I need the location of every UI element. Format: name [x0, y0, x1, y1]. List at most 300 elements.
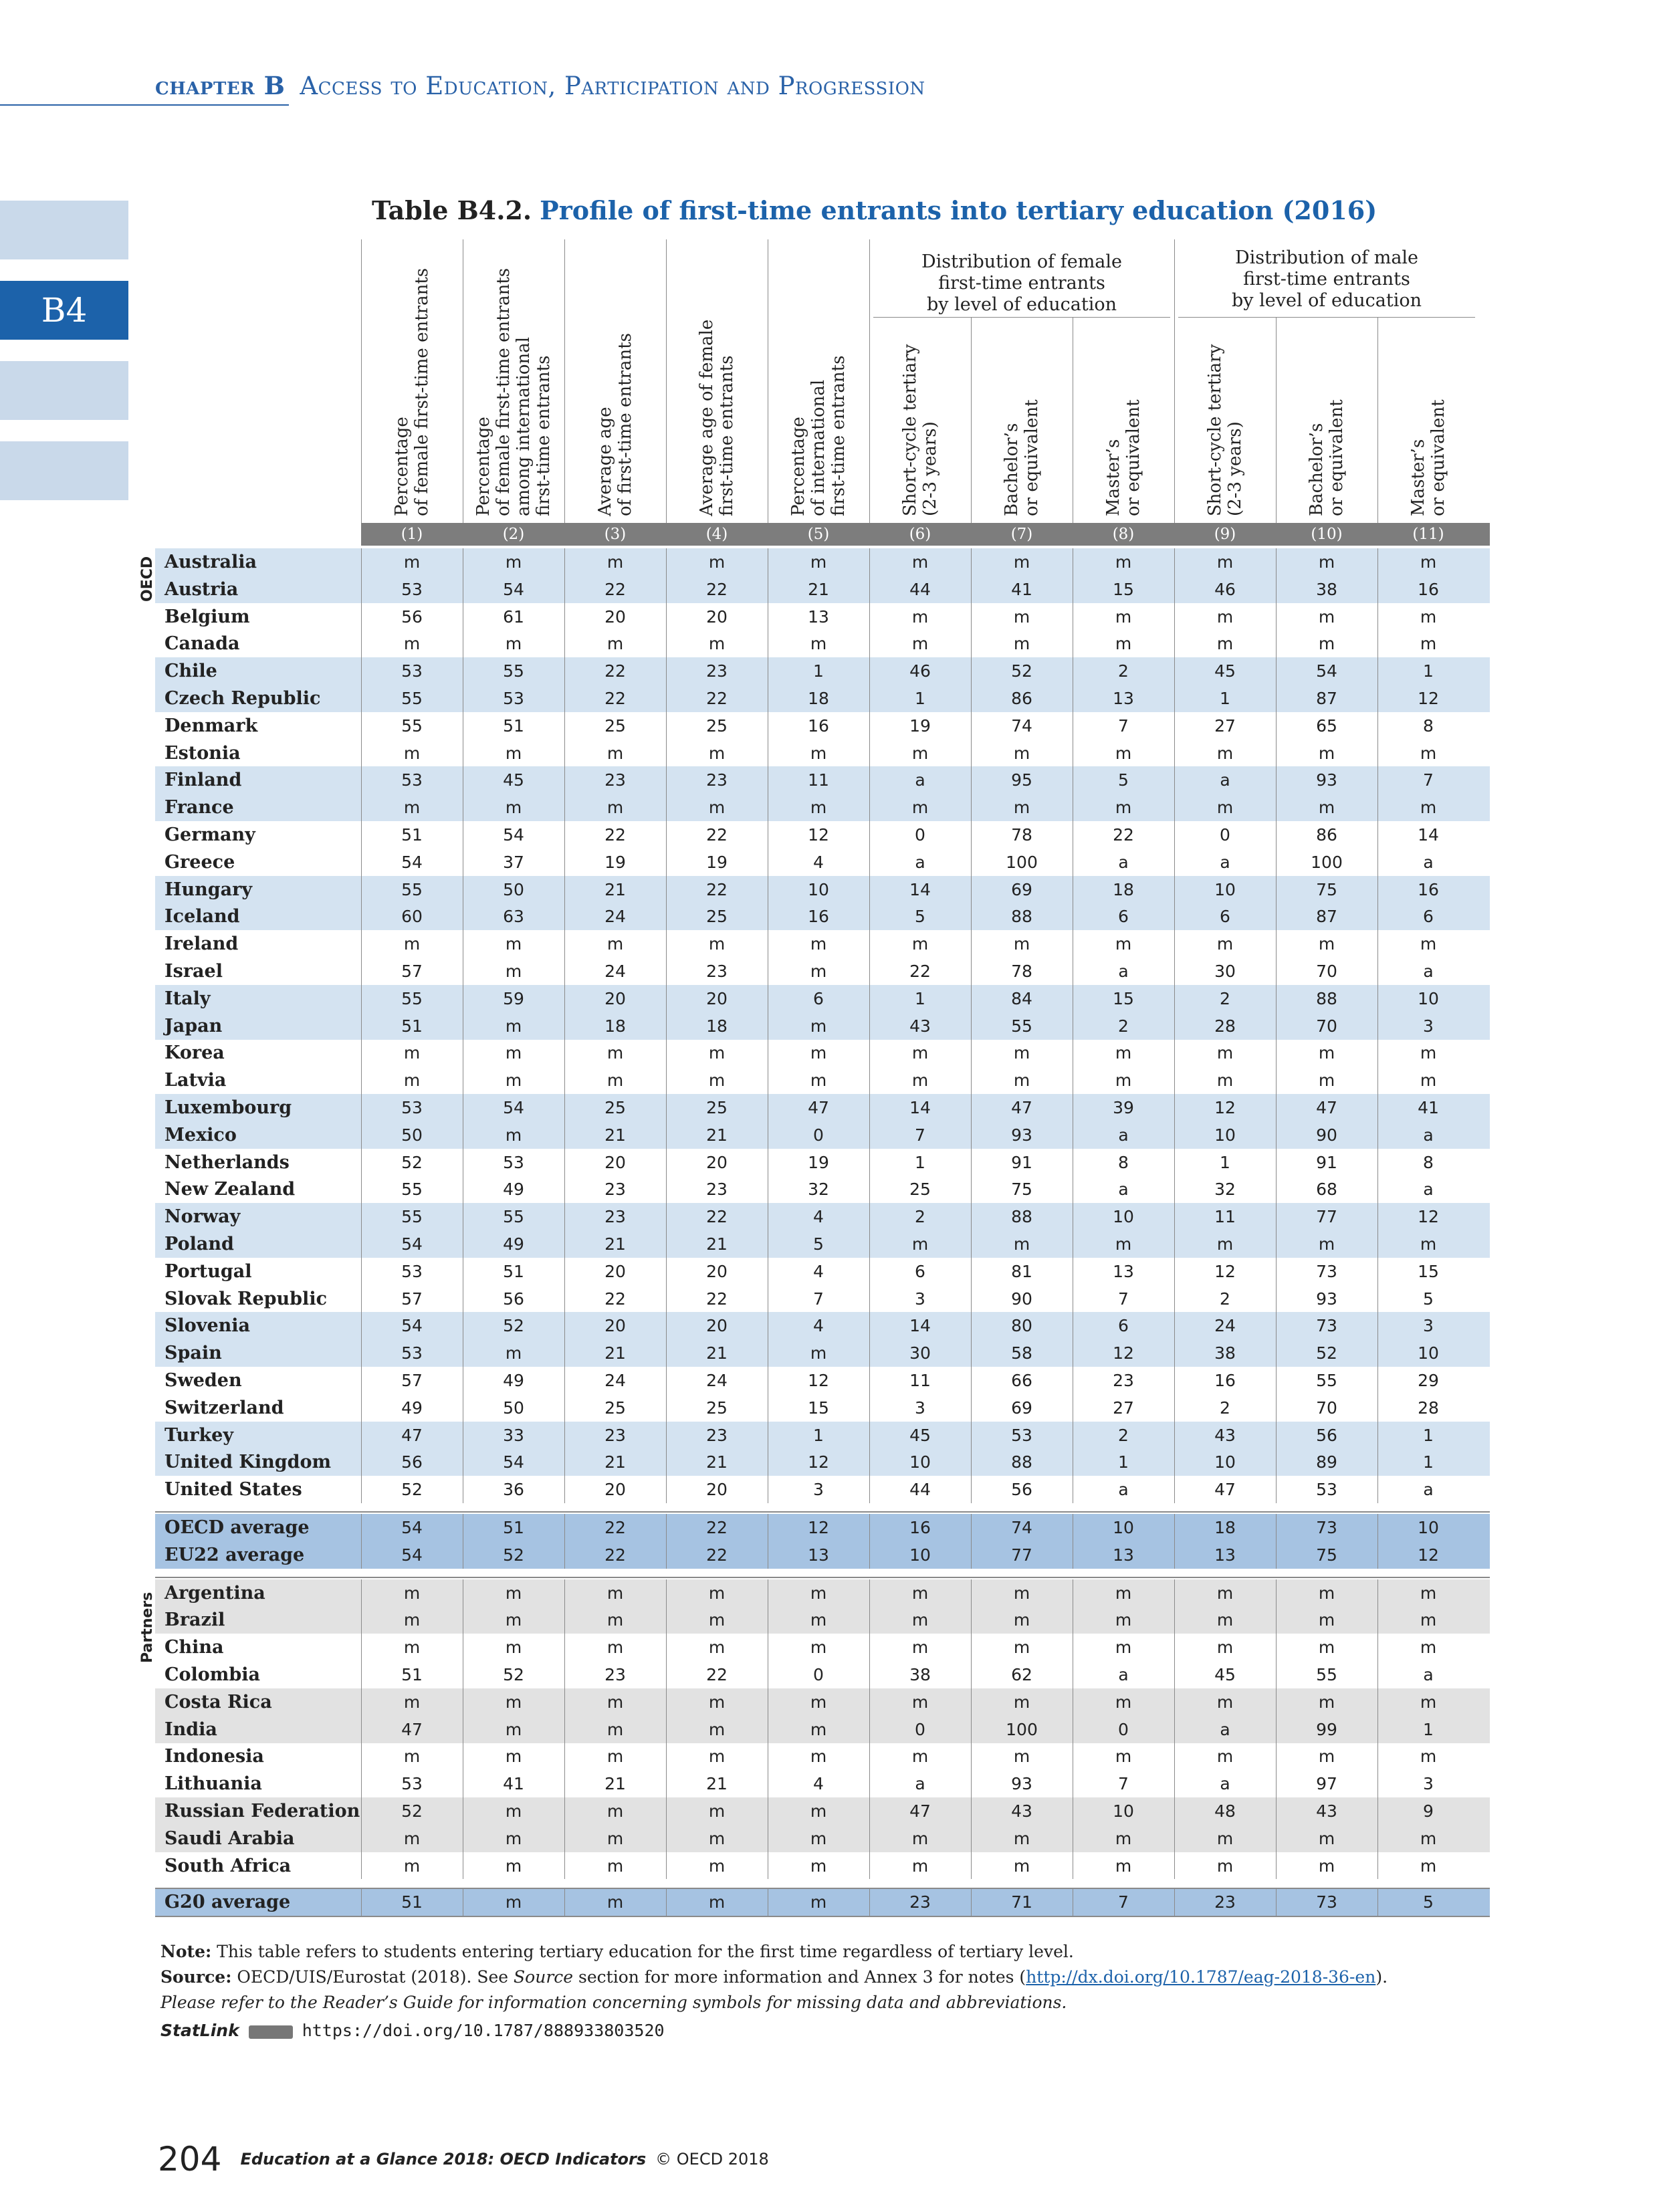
- country-name: Israel: [164, 961, 223, 982]
- table-cell: 22: [604, 1545, 626, 1565]
- table-cell: m: [1013, 1234, 1030, 1254]
- statlink-url[interactable]: https://doi.org/10.1787/888933803520: [302, 2021, 665, 2040]
- table-cell: m: [1013, 1043, 1030, 1063]
- table-cell: 71: [1011, 1892, 1032, 1912]
- table-cell: 52: [1011, 661, 1032, 681]
- table-cell: 23: [1113, 1371, 1134, 1390]
- column-divider: [1276, 1888, 1277, 1916]
- table-row: [155, 766, 1490, 794]
- table-cell: m: [403, 1638, 421, 1658]
- table-cell: 10: [1418, 1518, 1439, 1537]
- table-cell: m: [911, 552, 929, 572]
- table-cell: 74: [1011, 1518, 1032, 1537]
- source-italic: Source: [514, 1967, 574, 1987]
- column-header: Master’s or equivalent: [1408, 399, 1448, 516]
- table-cell: m: [1420, 1583, 1437, 1603]
- group-header-female: Distribution of female first-time entrants by level of education: [921, 251, 1123, 315]
- header-divider: [869, 239, 870, 523]
- column-number: (4): [705, 526, 728, 543]
- table-cell: 21: [706, 1125, 728, 1145]
- table-cell: 45: [503, 770, 524, 790]
- table-cell: 43: [1316, 1801, 1337, 1821]
- table-cell: 38: [909, 1665, 931, 1684]
- table-cell: 0: [813, 1125, 824, 1145]
- chapter-label: chapter B: [155, 71, 286, 100]
- country-name: Czech Republic: [164, 688, 321, 709]
- table-cell: 33: [503, 1425, 524, 1445]
- table-cell: 51: [503, 1261, 524, 1281]
- table-cell: m: [1013, 1583, 1030, 1603]
- table-cell: 6: [1423, 907, 1434, 927]
- country-name: Lithuania: [164, 1773, 262, 1795]
- table-cell: 23: [706, 661, 728, 681]
- table-row: [155, 1285, 1490, 1313]
- table-row: [155, 849, 1490, 876]
- table-cell: m: [1013, 1828, 1030, 1848]
- table-cell: 88: [1316, 988, 1337, 1008]
- table-row: [155, 1541, 1490, 1569]
- table-cell: 52: [503, 1545, 524, 1565]
- table-row: [155, 1367, 1490, 1394]
- table-cell: m: [810, 1801, 827, 1821]
- column-header: Average age of female first-time entrants: [697, 319, 737, 516]
- table-cell: 5: [1118, 770, 1129, 790]
- table-cell: 56: [401, 1452, 423, 1472]
- table-cell: 4: [813, 1207, 824, 1227]
- table-cell: a: [1423, 1125, 1434, 1145]
- header-divider: [1377, 317, 1378, 523]
- table-cell: 13: [1214, 1545, 1236, 1565]
- side-tab-active[interactable]: [0, 281, 128, 340]
- table-row: [155, 1661, 1490, 1688]
- table-cell: 57: [401, 1371, 423, 1390]
- table-bottom-rule: [155, 1916, 1490, 1917]
- country-name: Switzerland: [164, 1397, 284, 1418]
- table-cell: a: [915, 852, 925, 872]
- table-row: [155, 794, 1490, 821]
- column-divider: [1174, 1514, 1175, 1569]
- country-name: Brazil: [164, 1610, 225, 1631]
- side-tab[interactable]: [0, 201, 128, 259]
- table-cell: m: [810, 1343, 827, 1363]
- table-cell: m: [505, 1719, 522, 1739]
- table-cell: m: [810, 962, 827, 981]
- table-cell: 22: [604, 1518, 626, 1537]
- table-cell: m: [1115, 1828, 1132, 1848]
- table-cell: 5: [915, 907, 925, 927]
- table-cell: 25: [706, 907, 728, 927]
- table-row: [155, 1230, 1490, 1258]
- table-cell: m: [606, 743, 624, 763]
- table-cell: m: [1216, 606, 1234, 627]
- table-cell: 22: [706, 579, 728, 599]
- column-divider: [1174, 548, 1175, 1503]
- table-cell: 1: [1423, 661, 1434, 681]
- table-cell: 15: [1418, 1261, 1439, 1281]
- table-cell: 55: [503, 661, 524, 681]
- table-cell: m: [606, 798, 624, 818]
- table-cell: m: [1420, 1234, 1437, 1254]
- table-cell: 3: [1423, 1316, 1434, 1336]
- table-cell: m: [505, 1692, 522, 1712]
- table-cell: 87: [1316, 689, 1337, 708]
- column-divider: [666, 1888, 667, 1916]
- table-cell: m: [606, 1856, 624, 1876]
- table-cell: 54: [1316, 661, 1337, 681]
- table-cell: m: [708, 1583, 726, 1603]
- table-cell: m: [1013, 1856, 1030, 1876]
- table-cell: 8: [1423, 715, 1434, 736]
- country-name: Canada: [164, 633, 240, 655]
- table-cell: m: [403, 1692, 421, 1712]
- table-cell: 1: [813, 1425, 824, 1445]
- table-cell: 12: [1418, 689, 1439, 708]
- table-cell: m: [505, 1747, 522, 1767]
- table-cell: m: [1216, 798, 1234, 818]
- table-cell: m: [606, 1638, 624, 1658]
- table-cell: 16: [1418, 879, 1439, 899]
- header-rule: [0, 104, 289, 106]
- table-cell: m: [505, 798, 522, 818]
- table-cell: 15: [808, 1398, 829, 1418]
- country-name: Mexico: [164, 1124, 237, 1145]
- table-cell: 23: [706, 962, 728, 981]
- table-cell: a: [1220, 770, 1230, 790]
- table-cell: 28: [1214, 1016, 1236, 1036]
- table-cell: a: [1118, 852, 1129, 872]
- table-cell: m: [708, 1638, 726, 1658]
- column-divider: [971, 1579, 972, 1880]
- table-cell: 91: [1316, 1152, 1337, 1172]
- table-row: [155, 1852, 1490, 1880]
- table-cell: 16: [808, 907, 829, 927]
- table-cell: m: [810, 1016, 827, 1036]
- table-cell: m: [1216, 1071, 1234, 1091]
- table-cell: 1: [915, 1152, 925, 1172]
- table-row: [155, 821, 1490, 849]
- table-cell: 45: [909, 1425, 931, 1445]
- table-cell: 7: [1118, 1289, 1129, 1309]
- table-cell: 47: [909, 1801, 931, 1821]
- table-cell: 20: [706, 1261, 728, 1281]
- column-divider: [666, 1579, 667, 1880]
- table-row: [155, 903, 1490, 930]
- table-cell: 1: [915, 689, 925, 708]
- table-cell: 2: [1220, 1289, 1230, 1309]
- table-cell: a: [1423, 1480, 1434, 1500]
- table-row: [155, 1039, 1490, 1067]
- table-row: [155, 985, 1490, 1012]
- table-cell: m: [708, 798, 726, 818]
- table-row: [155, 712, 1490, 740]
- table-cell: 49: [503, 1371, 524, 1390]
- table-cell: 53: [1011, 1425, 1032, 1445]
- table-cell: 52: [503, 1316, 524, 1336]
- table-cell: 23: [706, 770, 728, 790]
- country-name: Iceland: [164, 906, 240, 927]
- table-cell: 10: [1214, 1125, 1236, 1145]
- table-cell: 47: [1214, 1480, 1236, 1500]
- column-divider: [1377, 1888, 1378, 1916]
- column-number: (9): [1214, 526, 1236, 543]
- country-name: Greece: [164, 851, 235, 873]
- table-cell: m: [1420, 1043, 1437, 1063]
- table-cell: m: [1318, 1638, 1335, 1658]
- table-cell: 53: [401, 1774, 423, 1794]
- table-cell: 55: [401, 1207, 423, 1227]
- column-number: (1): [401, 526, 423, 543]
- table-cell: 6: [1118, 907, 1129, 927]
- table-cell: 2: [1220, 988, 1230, 1008]
- table-cell: 12: [808, 1518, 829, 1537]
- table-cell: 4: [813, 1261, 824, 1281]
- table-row: [155, 1716, 1490, 1743]
- table-cell: m: [1318, 1043, 1335, 1063]
- table-cell: 50: [401, 1125, 423, 1145]
- partners-group-label: Partners: [139, 1591, 156, 1663]
- table-cell: 53: [1316, 1480, 1337, 1500]
- table-cell: 88: [1011, 1207, 1032, 1227]
- table-cell: 55: [1011, 1016, 1032, 1036]
- table-cell: 63: [503, 907, 524, 927]
- table-cell: 38: [1214, 1343, 1236, 1363]
- table-cell: 22: [706, 689, 728, 708]
- table-cell: m: [505, 1071, 522, 1091]
- table-cell: m: [911, 1583, 929, 1603]
- table-cell: 93: [1316, 770, 1337, 790]
- table-cell: m: [1013, 1638, 1030, 1658]
- table-cell: 52: [401, 1801, 423, 1821]
- table-cell: 73: [1316, 1316, 1337, 1336]
- table-cell: 21: [604, 1234, 626, 1254]
- table-cell: 20: [604, 1261, 626, 1281]
- table-cell: 99: [1316, 1719, 1337, 1739]
- table-cell: m: [1115, 552, 1132, 572]
- table-cell: 51: [503, 1518, 524, 1537]
- table-cell: 46: [1214, 579, 1236, 599]
- table-cell: m: [708, 1610, 726, 1630]
- table-cell: 53: [401, 770, 423, 790]
- table-cell: 53: [401, 1098, 423, 1117]
- table-cell: 6: [1118, 1316, 1129, 1336]
- table-cell: 7: [1118, 715, 1129, 736]
- country-name: Poland: [164, 1234, 234, 1254]
- publication-title: Education at a Glance 2018: OECD Indicators: [240, 2150, 647, 2169]
- table-cell: 23: [706, 1180, 728, 1200]
- table-cell: m: [708, 743, 726, 763]
- table-cell: m: [505, 934, 522, 954]
- table-cell: 15: [1113, 579, 1134, 599]
- table-row: [155, 1688, 1490, 1716]
- table-cell: a: [1423, 1665, 1434, 1684]
- table-cell: 1: [1220, 1152, 1230, 1172]
- table-row: [155, 1514, 1490, 1541]
- table-cell: m: [505, 1638, 522, 1658]
- table-cell: 56: [503, 1289, 524, 1309]
- table-cell: 0: [915, 1719, 925, 1739]
- table-cell: m: [505, 962, 522, 981]
- table-cell: m: [1115, 798, 1132, 818]
- table-cell: 22: [604, 1289, 626, 1309]
- table-cell: 91: [1011, 1152, 1032, 1172]
- table-cell: 18: [1214, 1518, 1236, 1537]
- table-cell: 51: [401, 825, 423, 845]
- table-cell: m: [810, 634, 827, 654]
- table-cell: m: [505, 1892, 522, 1912]
- table-cell: 52: [503, 1665, 524, 1684]
- table-cell: m: [1115, 1747, 1132, 1767]
- column-divider: [666, 1514, 667, 1569]
- table-cell: m: [505, 1856, 522, 1876]
- table-cell: a: [1118, 1480, 1129, 1500]
- table-cell: 20: [706, 988, 728, 1008]
- table-cell: 24: [1214, 1316, 1236, 1336]
- country-name: Portugal: [164, 1260, 252, 1282]
- table-cell: m: [911, 1828, 929, 1848]
- table-title: [372, 195, 1377, 225]
- side-tab[interactable]: [0, 361, 128, 420]
- table-cell: 12: [1214, 1098, 1236, 1117]
- table-row: [155, 1258, 1490, 1285]
- table-cell: m: [1216, 552, 1234, 572]
- table-cell: 19: [706, 852, 728, 872]
- table-row: [155, 930, 1490, 958]
- section-rule: [155, 1511, 1490, 1513]
- table-row: [155, 740, 1490, 767]
- column-divider: [564, 548, 565, 1503]
- side-tab[interactable]: [0, 441, 128, 500]
- table-cell: 8: [1118, 1152, 1129, 1172]
- table-cell: 23: [1214, 1892, 1236, 1912]
- table-cell: m: [1115, 1692, 1132, 1712]
- table-cell: 55: [401, 1180, 423, 1200]
- table-row: [155, 1743, 1490, 1770]
- country-name: Italy: [164, 988, 211, 1009]
- table-cell: 78: [1011, 825, 1032, 845]
- table-cell: m: [1216, 934, 1234, 954]
- table-cell: m: [911, 798, 929, 818]
- column-number: (2): [502, 526, 525, 543]
- table-cell: 88: [1011, 1452, 1032, 1472]
- table-cell: 7: [1118, 1774, 1129, 1794]
- table-cell: 21: [604, 1774, 626, 1794]
- table-cell: 0: [1118, 1719, 1129, 1739]
- table-cell: 47: [1316, 1098, 1337, 1117]
- table-cell: m: [1318, 1610, 1335, 1630]
- table-cell: 22: [706, 1518, 728, 1537]
- table-cell: 90: [1011, 1289, 1032, 1309]
- column-divider: [564, 1888, 565, 1916]
- country-name: Hungary: [164, 879, 253, 900]
- table-cell: 80: [1011, 1316, 1032, 1336]
- source-link[interactable]: http://dx.doi.org/10.1787/eag-2018-36-en: [1026, 1967, 1376, 1987]
- table-cell: 66: [1011, 1371, 1032, 1390]
- table-cell: 4: [813, 1316, 824, 1336]
- table-cell: 14: [909, 1098, 931, 1117]
- table-cell: 21: [604, 1452, 626, 1472]
- table-cell: 19: [909, 715, 931, 736]
- column-header: Percentage of female first-time entrants among international first-time entrants: [473, 267, 554, 516]
- table-cell: m: [1420, 1828, 1437, 1848]
- table-cell: 52: [401, 1480, 423, 1500]
- table-cell: m: [1013, 1692, 1030, 1712]
- table-cell: 10: [808, 879, 829, 899]
- table-cell: 11: [1214, 1207, 1236, 1227]
- country-name: Russian Federation: [164, 1801, 360, 1821]
- table-cell: m: [403, 1610, 421, 1630]
- table-cell: m: [505, 634, 522, 654]
- country-name: Austria: [164, 578, 239, 600]
- country-name: G20 average: [164, 1892, 291, 1913]
- table-cell: a: [1220, 1774, 1230, 1794]
- running-header: [155, 71, 925, 100]
- source-text: OECD/UIS/Eurostat (2018). See: [231, 1967, 514, 1987]
- table-cell: m: [1318, 1234, 1335, 1254]
- column-divider: [1174, 1579, 1175, 1880]
- table-row: [155, 1606, 1490, 1634]
- table-cell: 3: [915, 1398, 925, 1418]
- country-name: Spain: [164, 1343, 222, 1364]
- table-cell: 89: [1316, 1452, 1337, 1472]
- table-cell: 1: [1423, 1452, 1434, 1472]
- table-cell: 70: [1316, 1398, 1337, 1418]
- table-cell: 10: [1214, 1452, 1236, 1472]
- column-number: (10): [1311, 526, 1343, 543]
- table-notes: [160, 1939, 1498, 2015]
- country-name: OECD average: [164, 1517, 310, 1538]
- table-cell: m: [1420, 743, 1437, 763]
- table-cell: m: [1013, 634, 1030, 654]
- table-cell: m: [1115, 1610, 1132, 1630]
- country-name: China: [164, 1637, 224, 1658]
- table-cell: 12: [1113, 1343, 1134, 1363]
- source-text: ).: [1375, 1967, 1388, 1987]
- table-cell: 16: [1418, 579, 1439, 599]
- table-cell: a: [1220, 1719, 1230, 1739]
- column-divider: [1174, 1888, 1175, 1916]
- table-cell: 97: [1316, 1774, 1337, 1794]
- table-cell: m: [1420, 934, 1437, 954]
- table-cell: m: [505, 1610, 522, 1630]
- table-cell: m: [1115, 934, 1132, 954]
- table-cell: m: [1318, 634, 1335, 654]
- table-cell: 88: [1011, 907, 1032, 927]
- table-cell: a: [1423, 962, 1434, 981]
- table-cell: 10: [1418, 988, 1439, 1008]
- column-number: (6): [909, 526, 931, 543]
- table-cell: a: [1423, 852, 1434, 872]
- table-cell: 23: [604, 1425, 626, 1445]
- table-cell: 57: [401, 1289, 423, 1309]
- table-cell: m: [1216, 1610, 1234, 1630]
- table-cell: 21: [706, 1234, 728, 1254]
- table-cell: 25: [604, 1098, 626, 1117]
- table-cell: m: [911, 1234, 929, 1254]
- table-cell: 41: [1418, 1098, 1439, 1117]
- table-row: [155, 1394, 1490, 1422]
- header-divider: [1276, 317, 1277, 523]
- table-cell: a: [1118, 1125, 1129, 1145]
- table-cell: 28: [1418, 1398, 1439, 1418]
- table-cell: 68: [1316, 1180, 1337, 1200]
- section-rule: [155, 1577, 1490, 1578]
- country-name: South Africa: [164, 1855, 292, 1876]
- table-cell: 22: [706, 879, 728, 899]
- table-cell: m: [1013, 934, 1030, 954]
- table-cell: 54: [503, 1452, 524, 1472]
- table-cell: a: [915, 1774, 925, 1794]
- table-cell: 22: [604, 689, 626, 708]
